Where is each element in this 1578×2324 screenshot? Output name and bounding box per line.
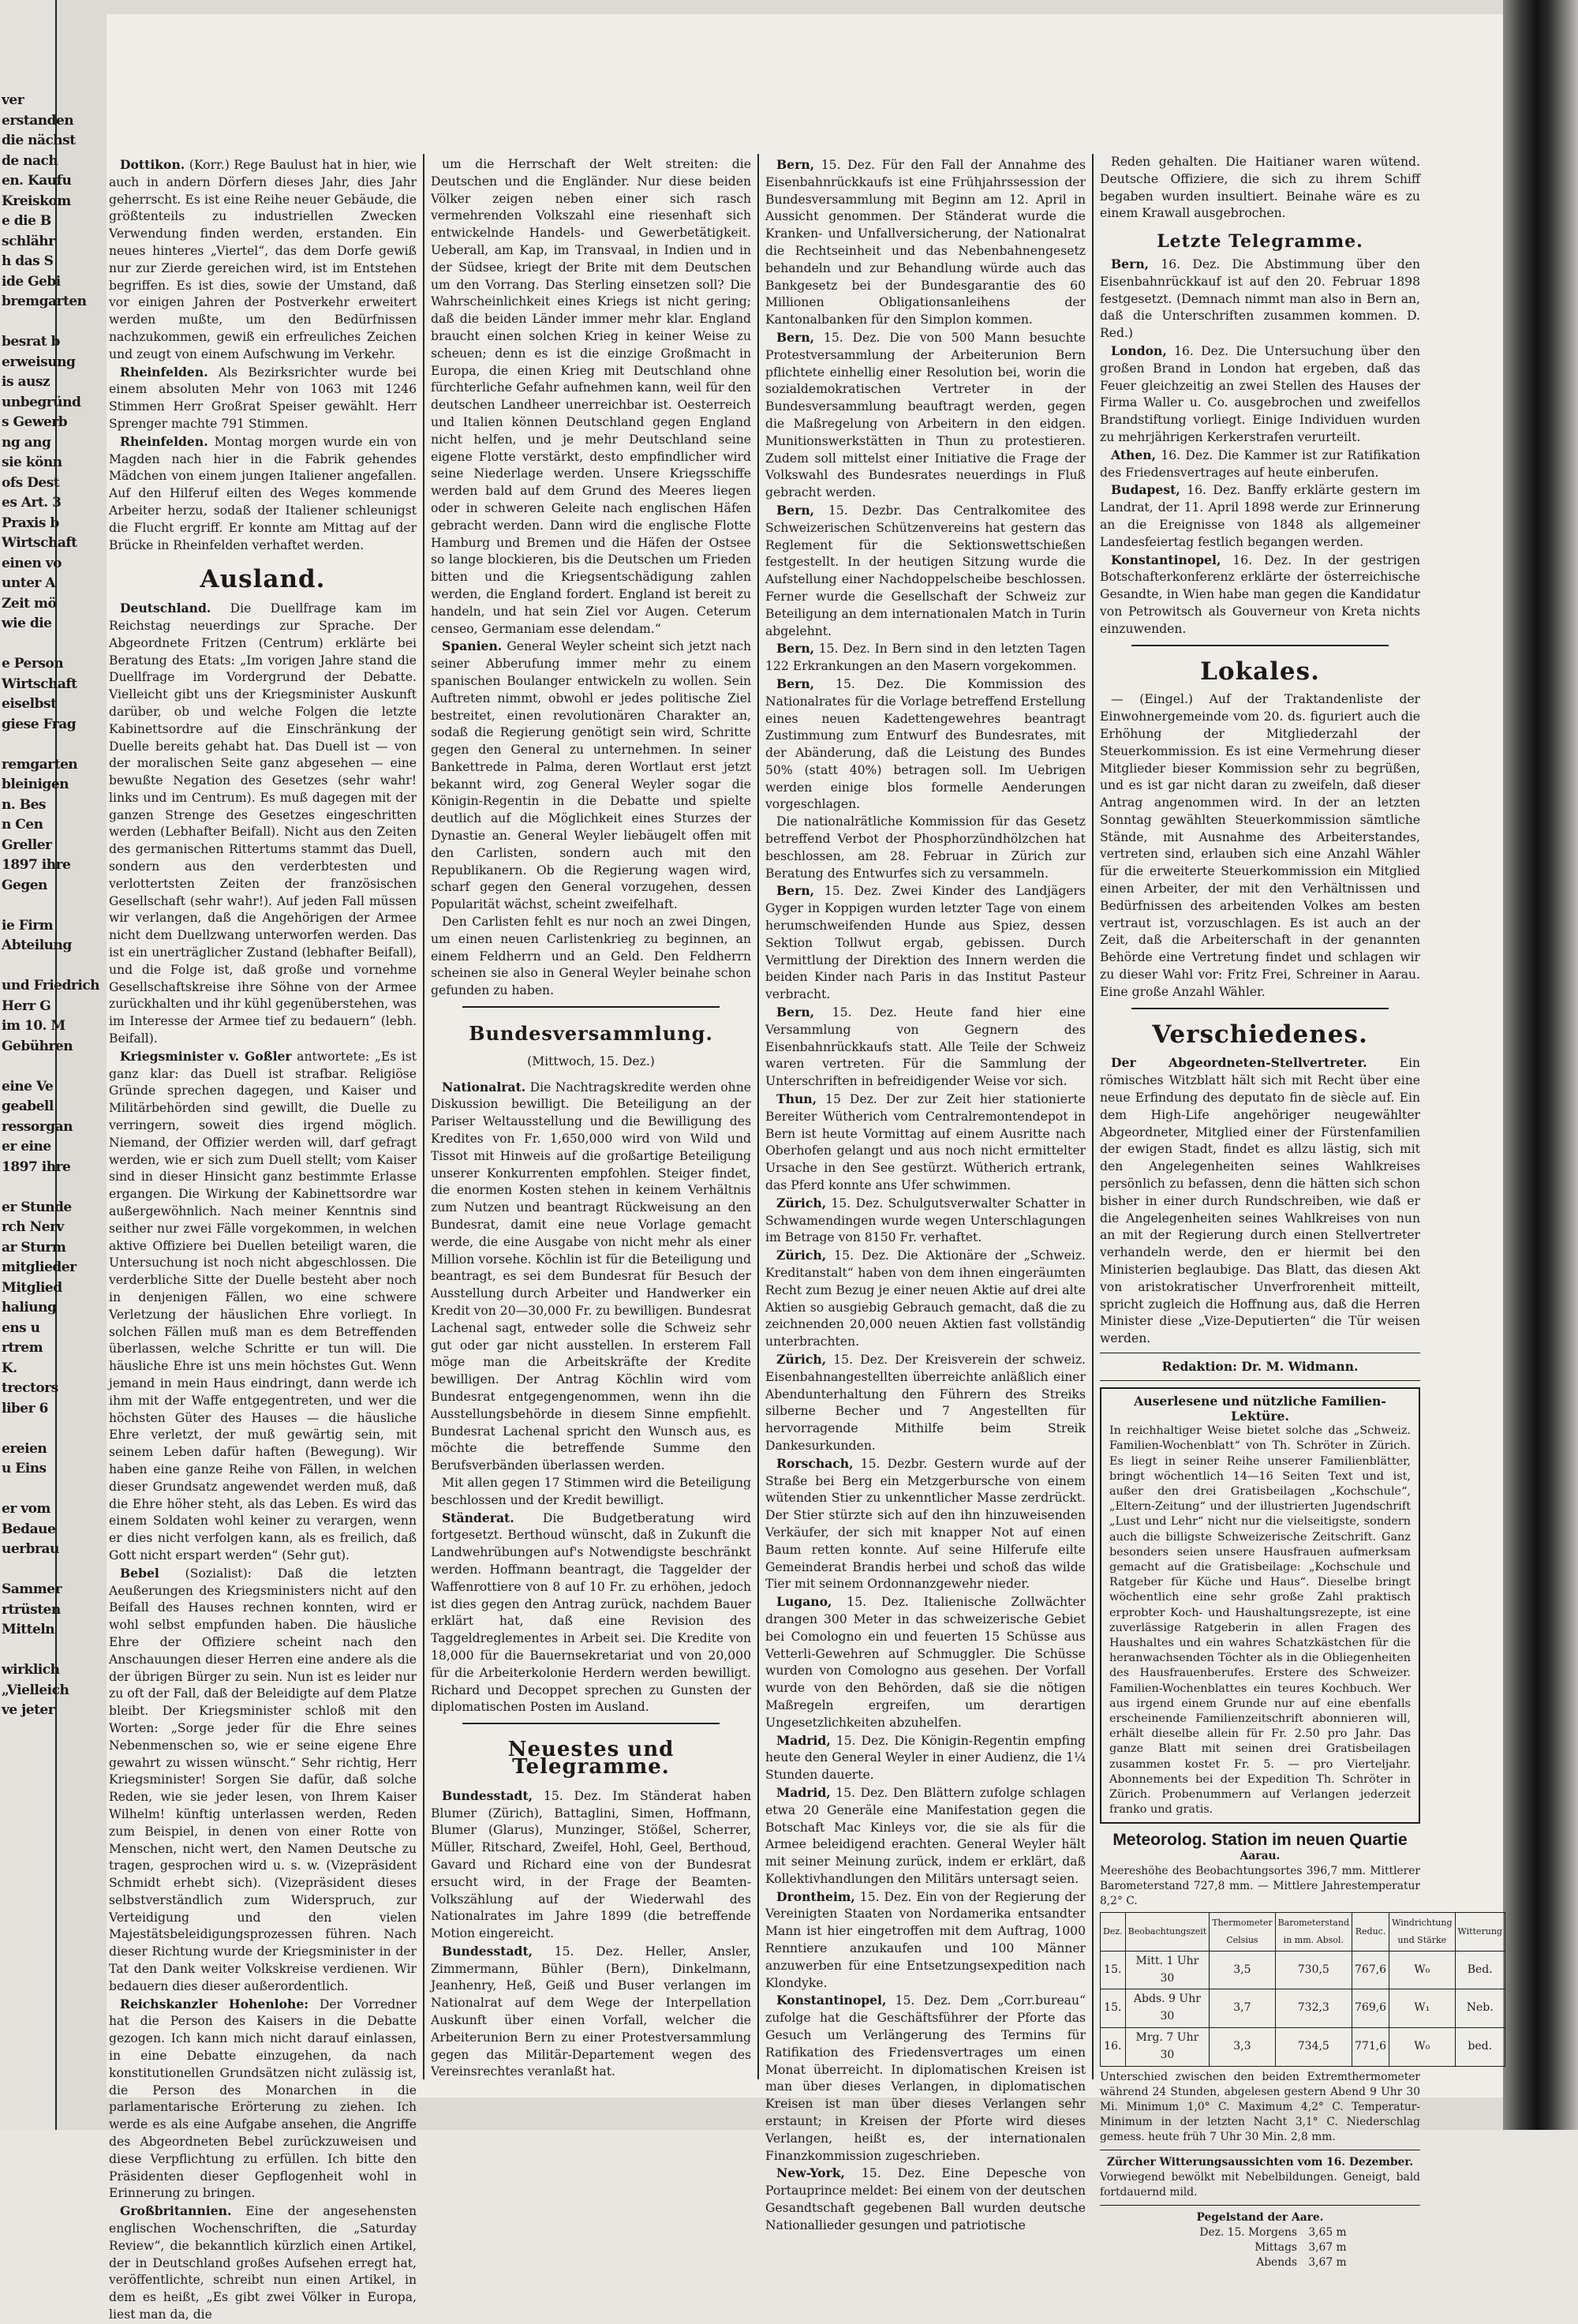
article-paragraph xyxy=(431,1943,751,2081)
water-level-value: 3,67 m xyxy=(1305,2240,1347,2254)
article-paragraph xyxy=(765,882,1086,1004)
page-binding-shadow xyxy=(1503,0,1578,2130)
article-dateline: Thun, xyxy=(776,1091,817,1107)
left-page-fragment: ide Gebi xyxy=(2,273,61,290)
article-text: 15. Dez. In Bern sind in den letzten Tagen 122 Erkrankungen an den Masern vorgekommen. xyxy=(765,642,1086,674)
water-level-time: Mittags xyxy=(1255,2240,1297,2254)
editor-line: Redaktion: Dr. M. Widmann. xyxy=(1161,1359,1359,1374)
article-paragraph xyxy=(765,156,1086,329)
weather-table-header: Reduc. xyxy=(1352,1913,1389,1952)
left-page-fragment xyxy=(0,1177,99,1198)
left-page-fragment: en. Kaufu xyxy=(2,173,72,189)
article-text: 15 Dez. Der zur Zeit hier stationierte Bereiter Wütherich vom Centralremontendepot in Bern ist heute Vormittag auf einem Ausritte nach Oberhofen gelangt und aus noch nicht ermittelter Ursache in den See gestürzt. Wütherich ertrank, das Pferd konnte ans Ufer schwimmen. xyxy=(765,1092,1086,1193)
article-paragraph xyxy=(431,1475,751,1510)
left-page-fragment xyxy=(0,956,99,977)
divider xyxy=(1100,1380,1420,1381)
left-page-fragment: Herr G xyxy=(2,997,51,1014)
left-page-fragment: ofs Dest xyxy=(2,474,60,491)
article-paragraph xyxy=(1100,154,1420,223)
last-telegrams xyxy=(1100,256,1420,638)
left-page-fragment: einen vo xyxy=(2,555,62,571)
article-text: Als Bezirksrichter wurde bei einem absoluten Mehr von 1063 mit 1246 Stimmen Herr Großrat Speiser gewählt. Herr Sprenger machte 791 Stimmen. xyxy=(109,365,417,431)
left-page-fragment: Praxis b xyxy=(2,515,59,531)
divider xyxy=(462,1006,720,1008)
article-text: 16. Dez. In der gestrigen Botschafterkonferenz erklärte der österreichische Gesandte, in Wien habe man gegen die Kandidatur von Petrowitsch als Gouverneur von Kreta nichts einzuwenden. xyxy=(1100,552,1420,636)
left-page-edge xyxy=(0,0,100,2130)
left-page-fragment: er eine xyxy=(2,1139,51,1155)
left-page-fragment: Wirtschaft xyxy=(2,675,77,692)
left-page-fragment: ereien xyxy=(2,1440,47,1457)
article-dateline: Nationalrat. xyxy=(442,1079,526,1095)
left-page-fragment: Gegen xyxy=(2,877,47,893)
article-dateline: Kriegsminister v. Goßler xyxy=(120,1048,292,1064)
water-level-row xyxy=(1163,2225,1420,2240)
heading-neuestes: Neuestes und Telegramme. xyxy=(507,1738,675,1779)
left-page-fragment: ng ang xyxy=(2,434,51,451)
left-page-fragment: K. xyxy=(2,1360,17,1376)
article-dateline: Bern, xyxy=(776,641,815,657)
left-page-fragment: eine Ve xyxy=(2,1078,54,1095)
parliament-news xyxy=(431,1079,751,1716)
left-page-fragment: ar Sturm xyxy=(2,1239,66,1256)
left-page-fragment xyxy=(0,1821,99,1842)
telegram-cont xyxy=(1100,154,1420,223)
article-dateline: London, xyxy=(1111,342,1167,358)
article-dateline: Drontheim, xyxy=(776,1888,855,1904)
weather-table-header: Thermometer Celsius xyxy=(1210,1913,1275,1952)
heading-lokales: Lokales. xyxy=(1200,657,1320,686)
left-page-fragment: ver xyxy=(2,92,24,108)
article-paragraph xyxy=(765,814,1086,882)
article-dateline: Rorschach, xyxy=(776,1455,854,1471)
article-text: Eine der angesehensten englischen Wochenschriften, die „Saturday Review“, die bekanntlich kürzlich einen Artikel, der in Deutschland großes Aufsehen erregt hat, veröffentlichte, schreibt nun einen Artikel, in dem es heißt, „Es gibt zwei Völker in Europa, liest man da, die xyxy=(109,2204,417,2322)
article-paragraph xyxy=(109,2202,417,2324)
left-page-fragment: und Friedrich xyxy=(2,978,100,994)
article-text: Mit allen gegen 17 Stimmen wird die Beteiligung beschlossen und der Kredit bewilligt. xyxy=(431,1475,751,1507)
left-page-fragment: haliung xyxy=(2,1300,57,1315)
column-2 xyxy=(431,156,751,2090)
left-page-fragment: e Person xyxy=(2,656,64,672)
left-page-fragment: eiselbst xyxy=(2,696,57,712)
article-dateline: Bern, xyxy=(1111,256,1150,271)
article-paragraph xyxy=(431,914,751,1000)
left-page-fragment: remgarten xyxy=(2,756,78,773)
left-page-fragment: 1897 ihre xyxy=(2,1158,71,1175)
weather-table-row xyxy=(1101,1951,1505,1989)
weather-table-row xyxy=(1101,1989,1505,2028)
article-text: Die Nachtragskredite werden ohne Diskussion bewilligt. Die Beteiligung an der Pariser Weltausstellung und die Bewilligung des Kredites von Fr. 1,650,000 wird von Wild und Tissot mit Hinweis auf die großartige Beteiligung unserer Konkurrenten empfohlen. Steiger findet, die enormen Kosten stehen in keinem Verhältnis zum Nutzen und beantragt Rückweisung an den Bundesrat, damit eine neue Vorlage gemacht werde, die eine Ausgabe von nicht mehr als einer Million vorsehe. Köchlin ist für die Beteiligung und beantragt, es sei dem Bundesrat für Besuch der Ausstellung durch Arbeiter und Handwerker ein Kredit von 20—30,000 Fr. zu bewilligen. Bundesrat Lachenal sagt, entweder solle die Schweiz sehr gut oder gar nicht ausstellen. In ersterem Fall möge man die Arbeitskräfte der Kredite bewilligen. Der Antrag Köchlin wird vom Bundesrat entgegengenommen, wenn ihn die Ausstellungsbehörde in diesem Sinne empfiehlt. Bundesrat Lachenal spricht den Wunsch aus, es möchte die betreffende Summe den Berufsverbänden überlassen werden. xyxy=(431,1080,751,1473)
article-paragraph xyxy=(765,1784,1086,1888)
article-paragraph xyxy=(1100,691,1420,1001)
article-text: 15. Dez. Ein von der Regierung der Vereinigten Staaten von Nordamerika entsandter Mann ist hier eingetroffen mit dem Auftrag, 1000 Renntiere anzukaufen und 100 Männer anzuwerben für eine Entsetzungsexpedition nach Klondyke. xyxy=(765,1889,1086,1990)
weather-table-cell: 15. xyxy=(1101,1989,1126,2028)
article-dateline: Bundesstadt, xyxy=(442,1943,533,1959)
weather-table-cell: W₀ xyxy=(1389,1951,1455,1989)
article-paragraph xyxy=(765,1004,1086,1091)
article-dateline: Bebel xyxy=(120,1565,159,1581)
article-paragraph xyxy=(109,433,417,555)
weather-table-cell: bed. xyxy=(1455,2028,1505,2067)
left-page-fragment: bleinigen xyxy=(2,777,69,792)
left-page-fragment: erweisung xyxy=(2,354,76,370)
article-dateline: Bern, xyxy=(776,675,815,691)
left-page-fragment: Zeit mö xyxy=(2,595,57,612)
left-page-fragment: ens u xyxy=(2,1319,40,1336)
left-page-fragment xyxy=(0,1721,99,1742)
left-page-fragment xyxy=(0,1761,99,1782)
article-paragraph xyxy=(1100,447,1420,482)
article-text: 15. Dezbr. Gestern wurde auf der Straße bei Berg ein Metzgerbursche von einem wütenden Stier zu unkenntlicher Masse zerdrückt. Der Stier stürzte sich auf den ihn hinzuweisenden Verkäufer, der sich mit knapper Not auf einen Baum retten konnte. Auf seine Hilferufe eilte Gemeinderat Brandis herbei und schoß das wilde Tier mit seinem Ordonnanzgewehr nieder. xyxy=(765,1456,1086,1592)
telegrams-list xyxy=(765,156,1086,2235)
weather-table-cell: W₀ xyxy=(1389,2028,1455,2067)
left-page-fragment: h das S xyxy=(2,253,54,269)
column-rule-3 xyxy=(1092,154,1094,2079)
left-page-fragment xyxy=(0,1741,99,1761)
article-text: 15. Dez. Die Kommission des Nationalrates für die Vorlage betreffend Erstellung eines neuen Kadettengewehres beantragt Zustimmung zum Entwurf des Bundesrates, mit der Abänderung, daß die Leistung des Bundes 50% (statt 40%) betragen soll. Im Uebrigen werden einige blos formelle Aenderungen vorgeschlagen. xyxy=(765,676,1086,812)
article-text: 16. Dez. Die Untersuchung über den großen Brand in London hat ergeben, daß das Feuer gleichzeitig an zwei Stellen des Hauses der Firma Waller u. Co. ausgebrochen und zweifellos Brandstiftung vorliegt. Einige Individuen wurden zu mehrjährigen Kerkerstrafen verurteilt. xyxy=(1100,343,1420,444)
left-page-fragment: n. Bes xyxy=(2,796,46,813)
advertisement-box xyxy=(1100,1387,1420,1824)
article-dateline: Zürich, xyxy=(776,1195,827,1211)
article-paragraph xyxy=(1100,1054,1420,1348)
article-paragraph xyxy=(431,1079,751,1475)
left-page-fragment: n Cen xyxy=(2,817,43,833)
article-dateline: Großbritannien. xyxy=(120,2203,232,2219)
article-text: General Weyler scheint sich jetzt nach seiner Abberufung immer mehr zu einem spanischen Boulanger entwickeln zu wollen. Sein Auftreten nimmt, obwohl er jedes politische Ziel bestreitet, einen revolutionären Charakter an, sodaß die Regierung genötigt sein wird, Schritte gegen den General zu unternehmen. In seiner Bankettrede in Palma, deren Wortlaut erst jetzt bekannt wird, zog General Weyler sogar die Königin-Regentin in die Debatte und spielte deutlich auf die Möglichkeit eines Sturzes der Dynastie an. General Weyler liebäugelt offen mit den Carlisten, sondern auch mit den Republikanern. Ob die Regierung wagen wird, scharf gegen den General vorzugehen, dessen Popularität wächst, scheint zweifelhaft. xyxy=(431,639,751,912)
left-page-fragment: Mitteln xyxy=(2,1622,55,1637)
article-dateline: Rheinfelden. xyxy=(120,433,208,449)
water-level-time: Abends xyxy=(1256,2255,1297,2269)
article-paragraph xyxy=(109,364,417,433)
heading-ausland: Ausland. xyxy=(200,565,326,594)
article-text: 15. Dez. Zwei Kinder des Landjägers Gyger in Koppigen wurden letzter Tage von einem herumschweifenden Hunde aus Spiez, dessen Sektion Tollwut ergab, gebissen. Durch Vermittlung der Direktion des Innern werden die beiden Kinder nach Paris in das Institut Pasteur verbracht. xyxy=(765,884,1086,1002)
weather-table-header: Dez. xyxy=(1101,1913,1126,1952)
article-text: Den Carlisten fehlt es nur noch an zwei Dingen, um einen neuen Carlistenkrieg zu beginnen, an einem Feldherrn und an Geld. Den Feldherrn scheinen sie also in General Weyler beinahe schon gefunden zu haben. xyxy=(431,915,751,998)
article-paragraph xyxy=(431,638,751,914)
heading-verschiedenes: Verschiedenes. xyxy=(1152,1020,1368,1049)
water-level-time: Dez. 15. Morgens xyxy=(1199,2225,1297,2239)
article-text: 15. Dez. Die von 500 Mann besuchte Protestversammlung der Arbeiterunion Bern pflichtete einhellig einer Resolution bei, worin die sozialdemokratischen Vertreter in der Bundesversammlung beauftragt werden, gegen die Maßregelung von Arbeitern in den eidgen. Munitionswerkstätten in Thun zu protestieren. Zudem soll mittelst einer Initiative die Frage der Volkswahl des Bundesrates neuerdings in Fluß gebracht werden. xyxy=(765,330,1086,500)
weather-table xyxy=(1100,1912,1505,2066)
heading-bundesversammlung: Bundesversammlung. xyxy=(469,1022,713,1046)
divider xyxy=(1131,1008,1389,1009)
column-rule-2 xyxy=(757,154,759,2079)
column-rule-1 xyxy=(423,154,424,2079)
left-page-fragment xyxy=(0,1862,99,1882)
left-page-fragment xyxy=(0,1419,99,1439)
ad-title: Auserlesene und nützliche Familien-Lektüre. xyxy=(1134,1393,1386,1424)
article-text: (Korr.) Rege Baulust hat in hier, wie auch in andern Dörfern dieses Jahr, dies Jahr geherrscht. Es ist eine Reihe neuer Gebäude, die größtenteils zu industriellen Zwecken Verwendung finden werden, erstanden. Ein neues hinteres „Viertel“, das dem Dorfe gewiß nur zur Zierde gereichen wird, ist im Entstehen begriffen. Es ist dies, sowie der Umstand, daß vor einigen Jahren der Postverkehr erweitert werden mußte, um den Bedürfnissen nachzukommen, gewiß ein erfreuliches Zeichen und zeugt von einem Aufschwung im Verkehr. xyxy=(109,158,417,361)
article-paragraph xyxy=(765,640,1086,675)
article-paragraph xyxy=(765,502,1086,640)
weather-table-cell: 771,6 xyxy=(1352,2028,1389,2067)
article-paragraph xyxy=(109,1048,417,1565)
article-paragraph xyxy=(765,1888,1086,1993)
article-text: 15. Dez. Die Königin-Regentin empfing heute den General Weyler in einer Audienz, die 1¼ Stunden dauerte. xyxy=(765,1733,1086,1783)
article-dateline: Bern, xyxy=(776,883,815,899)
left-page-fragment xyxy=(0,1560,99,1581)
article-dateline: Bern, xyxy=(776,157,815,172)
left-page-fragment: Mitglied xyxy=(2,1279,62,1296)
article-dateline: Der Abgeordneten-Stellvertreter. xyxy=(1111,1055,1367,1071)
heading-letzte-telegramme: Letzte Telegramme. xyxy=(1157,231,1363,253)
water-level-list xyxy=(1100,2225,1420,2270)
article-paragraph xyxy=(109,1565,417,1996)
article-text: 15. Dez. Heller, Ansler, Zimmermann, Bühler (Bern), Dinkelmann, Jeanhenry, Heß, Geiß und Buser verlangen im Nationalrat auf dem Wege der Interpellation Auskunft über einen Vorfall, welcher die Arbeiterunion Bern zu einer Protestversammlung gegen das Militär-Departement wegen des Vereinsrechtes veranlaßt hat. xyxy=(431,1944,751,2079)
article-paragraph xyxy=(765,1593,1086,1731)
weather-table-header: Beobachtungszeit xyxy=(1125,1913,1210,1952)
article-text: Montag morgen wurde ein von Magden nach hier in die Fabrik gehendes Mädchen von einem jungen Italiener angefallen. Auf den Hilferuf eilten des Weges kommende Arbeiter herzu, sodaß der Italiener schleunigst die Flucht ergriff. Er konnte am Mittag auf der Brücke in Rheinfelden verhaftet werden. xyxy=(109,434,417,552)
left-page-fragment: bremgarten xyxy=(2,294,87,309)
left-page-fragment: Greller xyxy=(2,836,52,853)
article-paragraph xyxy=(765,1992,1086,2165)
article-dateline: Ständerat. xyxy=(442,1510,514,1525)
left-page-fragment: uerbrau xyxy=(2,1541,59,1557)
weather-table-cell: Neb. xyxy=(1455,1989,1505,2028)
article-text: 15. Dez. Der Kreisverein der schweiz. Eisenbahnangestellten überreichte anläßlich einer Abendunterhaltung den Führern des Streiks silberne Becher und 7 Angestellten für hervorragende Mithilfe beim Streik Dankesurkunden. xyxy=(765,1352,1086,1453)
article-dateline: New-York, xyxy=(776,2165,845,2181)
water-level-value: 3,67 m xyxy=(1305,2255,1347,2269)
article-text: 15. Dez. Eine Depesche von Portauprince meldet: Bei einem von der deutschen Gesandtschaft gegebenen Ball wurden deutsche Nationallieder gesungen und patriotische xyxy=(765,2166,1086,2232)
left-page-fragment: ie Firm xyxy=(2,917,54,934)
article-paragraph xyxy=(765,675,1086,814)
weather-table-cell: 730,5 xyxy=(1275,1951,1352,1989)
article-dateline: Lugano, xyxy=(776,1594,832,1610)
latest-news xyxy=(431,1787,751,2082)
article-dateline: Reichskanzler Hohenlohe: xyxy=(120,1996,308,2012)
article-paragraph xyxy=(765,1091,1086,1195)
article-dateline: Rheinfelden. xyxy=(120,364,208,380)
article-text: Der Vorredner hat die Person des Kaisers in die Debatte gezogen. Ich kann mich nicht darauf einlassen, in eine Debatte einzugehen, da nach konstitutionellen Grundsätzen nicht zulässig ist, die Person des Monarchen in die parlamentarische Erörterung zu ziehen. Ich werde es als eine Aufgabe ansehen, die Angriffe des Abgeordneten Bebel zurückzuweisen und diese Verpflichtung zu erfüllen. Ich bitte den Präsidenten dieser Gepflogenheit wohl in Erinnerung zu bringen. xyxy=(109,1997,417,2201)
weather-table-cell: W₁ xyxy=(1389,1989,1455,2028)
article-dateline: Bundesstadt, xyxy=(442,1787,533,1803)
article-text: 15. Dez. Heute fand hier eine Versammlung von Gegnern des Eisenbahnrückkaufs statt. Alle Teile der Schweiz waren vertreten. Für die Sammlung der Unterschriften in befreidigender Weise vor sich. xyxy=(765,1005,1086,1089)
weather-table-cell: 732,3 xyxy=(1275,1989,1352,2028)
article-dateline: Madrid, xyxy=(776,1732,831,1748)
left-page-fragment: unbegründ xyxy=(2,394,81,410)
article-paragraph xyxy=(765,1195,1086,1247)
article-dateline: Spanien. xyxy=(442,638,503,654)
article-paragraph xyxy=(109,156,417,364)
weather-table-cell: Mrg. 7 Uhr 30 xyxy=(1125,2028,1210,2067)
article-text: um die Herrschaft der Welt streiten: die Deutschen und die Engländer. Nur diese beiden Völker zeigen neben einer sich rasch vermehrenden Volkszahl eine riesenhaft sich entwickelnde Handels- und Gewerbetätigkeit. Ueberall, am Kap, im Transvaal, in Indien und in der Südsee, kriegt der Brite mit dem Deutschen um den Vorrang. Das Sterling einsetzen soll? Die Wahrscheinlichkeit eines Kriegs ist nicht gering; daß die beiden Länder immer mehr klar. England braucht einen solchen Krieg in keiner Weise zu scheuen; denn es ist die einzige Großmacht in Europa, die einen Krieg mit Deutschland ohne fürchterliche Gefahr aufnehmen kann, weil für den deutschen Landheer unerreichbar ist. Oesterreich und Italien können Deutschland gegen England nicht helfen, und je mehr Deutschland seine eigene Flotte verstärkt, desto empfindlicher wird seine Niederlage werden. Unsere Kriegsschiffe werden bald auf dem Grund des Meeres liegen oder in schweren Geleite nach englischen Häfen gebracht werden. Dann wird die englische Flotte Hamburg und Bremen und die Häfen der Ostsee so lange blockieren, bis die Deutschen um Frieden bitten und die Kriegsentschädigung zahlen werden, die England fordert. England ist bereit zu handeln, und hat sein Ziel vor Augen. Ceterum censeo, Germaniam esse delendam.“ xyxy=(431,157,751,636)
article-paragraph xyxy=(109,600,417,1048)
article-dateline: Athen, xyxy=(1111,447,1157,462)
article-paragraph xyxy=(1100,552,1420,638)
left-page-fragment: trectors xyxy=(2,1380,58,1396)
article-paragraph xyxy=(765,329,1086,502)
left-page-fragment: s Gewerb xyxy=(2,414,68,430)
session-date: (Mittwoch, 15. Dez.) xyxy=(527,1053,655,1068)
left-page-fragment: wie die xyxy=(2,616,52,631)
weather-table-cell: Mitt. 1 Uhr 30 xyxy=(1125,1951,1210,1989)
left-page-fragment xyxy=(0,1842,99,1862)
water-level-row xyxy=(1163,2240,1420,2255)
weather-table-cell: 3,5 xyxy=(1210,1951,1275,1989)
left-page-fragment xyxy=(0,312,99,333)
water-level-row xyxy=(1163,2255,1420,2270)
article-paragraph xyxy=(765,1732,1086,1784)
weather-station-info: Meereshöhe des Beobachtungsortes 396,7 mm. Mittlerer Barometerstand 727,8 mm. — Mittlere Jahrestemperatur 8,2° C. xyxy=(1100,1865,1420,1908)
article-dateline: Zürich, xyxy=(776,1248,827,1263)
weather-table-cell: Bed. xyxy=(1455,1951,1505,1989)
article-paragraph xyxy=(1100,342,1420,447)
weather-table-cell: 16. xyxy=(1101,2028,1126,2067)
article-text: 15. Dez. Für den Fall der Annahme des Eisenbahnrückkaufs ist eine Frühjahrssession der Bundesversammlung mit Beginn am 12. April in Aussicht genommen. Der Ständerat wurde die Kranken- und Unfallversicherung, der Nationalrat die Rechtseinheit und das Nebenbahnengesetz behandeln und zur Behandlung würde auch das Bankgesetz bei der Bundesgarantie des 60 Millionen Obligationsanleihens der Kantonalbanken für den Simplon kommen. xyxy=(765,158,1086,327)
left-page-fragment: Sammer xyxy=(2,1581,62,1597)
weather-table-cell: Abds. 9 Uhr 30 xyxy=(1125,1989,1210,2028)
left-page-fragment: besrat b xyxy=(2,334,60,350)
left-page-fragment xyxy=(0,1057,99,1077)
divider xyxy=(1100,2205,1420,2206)
left-page-fragment xyxy=(0,1641,99,1661)
left-page-fragment xyxy=(0,1802,99,1822)
left-page-fragment: is ausz xyxy=(2,374,50,390)
left-page-fragment xyxy=(0,1781,99,1802)
left-page-fragment: mitglieder xyxy=(2,1259,77,1275)
weather-station-place: Aarau. xyxy=(1240,1850,1281,1863)
left-page-fragment: ressorgan xyxy=(2,1118,73,1135)
column-4 xyxy=(1100,154,1502,2269)
article-text: 15. Dez. Italienische Zollwächter drangen 300 Meter in das schweizerische Gebiet bei Comologno ein und feuerten 15 Schüsse aus Vetterli-Gewehren auf Schmuggler. Die Schüsse wurden von Comologno aus gesehen. Der Vorfall wurde von den Behörden, daß sie die nötigen Maßregeln ergreifen, um derartigen Ungesetzlichkeiten abzuhelfen. xyxy=(765,1595,1086,1730)
left-page-fragment: giese Frag xyxy=(2,716,77,732)
left-page-fragment: Wirtschaft xyxy=(2,535,77,551)
left-page-fragment: rtrem xyxy=(2,1340,43,1356)
article-text: 16. Dez. Die Kammer ist zur Ratifikation des Friedensvertrages auf heute einberufen. xyxy=(1100,447,1420,480)
article-text: 15. Dezbr. Das Centralkomitee des Schweizerischen Schützenvereins hat gestern das Reglement für die Sektionswettschießen festgestellt. In der heutigen Sitzung wurde die Aufstellung einer Nachdoppelscheibe beschlossen. Ferner wurde die Gesellschaft der Schweiz zur Beteiligung an dem internationalen Match in Turin abgelehnt. xyxy=(765,503,1086,638)
left-page-fragment: Kreiskom xyxy=(2,193,71,209)
left-page-fragment: im 10. M xyxy=(2,1018,65,1034)
forecast-text: Vorwiegend bewölkt mit Nebelbildungen. Geneigt, bald fortdauernd mild. xyxy=(1100,2170,1420,2199)
left-page-fragment: liber 6 xyxy=(2,1400,48,1416)
left-page-fragment: e die B xyxy=(2,213,51,229)
weather-table-header: Windrichtung und Stärke xyxy=(1389,1913,1455,1952)
local-news xyxy=(1100,691,1420,1001)
left-page-fragment: u Eins xyxy=(2,1461,47,1476)
divider xyxy=(1131,645,1389,646)
article-paragraph xyxy=(109,1996,417,2203)
left-page-fragment: Abteilung xyxy=(2,937,72,953)
article-dateline: Dottikon. xyxy=(120,157,185,172)
left-page-fragment: erstanden xyxy=(2,112,74,129)
left-page-fragment: „Vielleich xyxy=(2,1682,69,1698)
article-text: Die Budgetberatung wird fortgesetzt. Berthoud wünscht, daß in Zukunft die Landwehrübungen auf's Notwendigste beschränkt werden. Hoffmann beantragt, die Taggelder der Waffenrottiere von 8 auf 10 Fr. zu erhöhen, jedoch ist dies gegen den Antrag zurück, nachdem Bauer erklärt hat, daß eine Revision des Taggeldreglementes in Arbeit sei. Die Kredite von 18,000 für die Bauernsekretariat und von 20,000 für die Arbeiterkolonie Herdern werden bewilligt. Richard und Decoppet sprechen zu Gunsten der diplomatischen Posten im Ausland. xyxy=(431,1510,751,1715)
left-page-fragment xyxy=(0,735,99,755)
column-1 xyxy=(109,156,417,2322)
weather-table-row xyxy=(1101,2028,1505,2067)
left-page-fragment: geabell xyxy=(2,1098,54,1114)
article-dateline: Bern, xyxy=(776,1005,815,1020)
weather-table-cell: 734,5 xyxy=(1275,2028,1352,2067)
article-text: Reden gehalten. Die Haitianer waren wütend. Deutsche Offiziere, die sich zu ihrem Schiff begaben wurden insultiert. Beinahe wäre es zu einem Krawall ausgebrochen. xyxy=(1100,155,1420,221)
article-text: 15. Dez. Schulgutsverwalter Schatter in Schwamendingen wurde wegen Unterschlagungen im Betrage von 8150 Fr. verhaftet. xyxy=(765,1196,1086,1245)
water-level-value: 3,65 m xyxy=(1305,2225,1347,2239)
article-paragraph xyxy=(431,1510,751,1717)
foreign-news-cont xyxy=(431,156,751,1000)
article-text: (Sozialist): Daß die letzten Aeußerungen des Kriegsministers nicht auf den Beifall des Hauses rechnen konnten, wird er wohl selbst empfunden haben. Die häusliche Ehre der Offiziere scheint nach den Anschauungen dieser Herren eine andere als die der übrigen Bürger zu sein. Nun ist es leider nur zu oft der Fall, daß der Beleidigte auf dem Platze bleibt. Der Kriegsminister schloß mit den Worten: „Sorge jeder für die Ehre seines Nebenmenschen so, wie er seine eigene Ehre gewahrt zu wissen wünscht.“ Sehr richtig, Herr Kriegsminister! Sorgen Sie dafür, daß solche Reden, wie sie jeder lesen, von Ihrem Kaiser Wilhelm! künftig unterlassen werden, Reden zum Beispiel, in denen von einer Rotte von Menschen, nicht wert, den Namen Deutsche zu tragen, gesprochen wird u. s. w. (Vizepräsident Schmidt erhebt sich). (Vizepräsident dieses selbstverständlich zum Widerspruch, zur Verteidigung und den vielen Majestätsbeleidigungsprozessen führen. Nach dieser Richtung wurde der Kriegsminister in der Tat den Dank weiter Volkskreise verdienen. Wir bedauern dies dieser außerordentlich. xyxy=(109,1566,417,1993)
article-dateline: Zürich, xyxy=(776,1351,827,1367)
weather-notes: Unterschied zwischen den beiden Extremthermometer während 24 Stunden, abgelesen gestern Abend 9 Uhr 30 Mi. Minimum 1,0° C. Maximum 4,2° C. Temperatur-Minimum in der letzten Nacht 3,1° C. Niederschlag gemess. heute früh 7 Uhr 30 Min. 2,8 mm. xyxy=(1100,2070,1420,2143)
weather-table-cell: 769,6 xyxy=(1352,1989,1389,2028)
article-dateline: Bern, xyxy=(776,502,815,518)
article-text: — (Eingel.) Auf der Traktandenliste der Einwohnergemeinde vom 20. ds. figuriert auch die Erhöhung der Mitgliederzahl der Steuerkommission. Es ist eine Vermehrung dieser Mitglieder bieser Kommission sehr zu begrüßen, und es ist gar nicht daran zu zweifeln, daß dieser Antrag angenommen wird. In der an letzten Sonntag gewählten Steuerkommission sämtliche Stände, mit Ausnahme des Arbeiterstandes, vertreten sind, erlauben sich eine Anzahl Wähler für die erweiterte Steuerkommission ein Mitglied einen Arbeiter, der mit den Verhältnissen und Bedürfnissen des arbeitenden Volkes am besten vertraut ist, vorzuschlagen. Es ist auch an der Zeit, daß die Arbeiterschaft in der genannten Behörde eine Vertretung findet und schlagen wir zu dieser Wahl vor: Fritz Frei, Schreiner in Aarau. Eine große Anzahl Wähler. xyxy=(1100,692,1420,999)
left-page-fragment: rtrüsten xyxy=(2,1601,61,1618)
article-dateline: Budapest, xyxy=(1111,482,1180,498)
left-page-fragment: es Art. 3 xyxy=(2,495,62,511)
article-dateline: Madrid, xyxy=(776,1784,831,1800)
weather-table-cell: 767,6 xyxy=(1352,1951,1389,1989)
article-text: Die Duellfrage kam im Reichstag neuerdings zur Sprache. Der Abgeordnete Fritzen (Centrum) erklärte bei Beratung des Etats: „Im vorigen Jahre stand die Duellfrage im Vordergrund der Debatte. Vielleicht gibt uns der Kriegsminister Auskunft darüber, ob und welche Folgen die letzte Kabinettsordre auf die Einschränkung der Duelle bereits gehabt hat. Das Duell ist — von der moralischen Seite ganz abgesehen — eine bewußte Negation des Gesetzes (sehr wahr! links und im Centrum). Es muß dagegen mit der ganzen Strenge des Gesetzes eingeschritten werden (Lebhafter Beifall). Nicht aus den Zeiten des germanischen Rittertums stammt das Duell, sondern aus den verderbtesten und verlottertsten Zeiten der französischen Gesellschaft (sehr wahr!). Auf jeden Fall müssen wir verlangen, daß die Angehörigen der Armee nicht dem Duellzwang unterworfen werden. Das ist ein unerträglicher Zustand (lebhafter Beifall), und die Folge ist, daß große und vornehme Gesellschaftskreise ihre Söhne von der Armee zurückhalten und ihr kühl gegenüberstehen, was im Interesse der Armee tief zu bedauern“ (lebh. Beifall). xyxy=(109,601,417,1046)
divider xyxy=(462,1723,720,1724)
article-text: 16. Dez. Banffy erklärte gestern im Landrat, der 11. April 1898 werde zur Erinnerung an die Ereignisse von 1848 als allgemeiner Landesfeiertag festlich begangen werden. xyxy=(1100,483,1420,549)
left-page-fragment: ve jeter xyxy=(2,1702,55,1718)
left-page-fragment: rch Nerv xyxy=(2,1219,64,1235)
article-dateline: Konstantinopel, xyxy=(1111,552,1221,567)
ad-text: In reichhaltiger Weise bietet solche das „Schweiz. Familien-Wochenblatt“ von Th. Schröter in Zürich. Es liegt in seiner Reihe unserer Familienblätter, bringt wöchentlich 14—16 Seiten Text und ist, außer den drei Gratisbeilagen „Kochschule“, „Eltern-Zeitung“ und der illustrierten Jugendschrift „Lust und Lehr“ nicht nur die vielseitigste, sondern auch die billigste Schweizerische Zeitschrift. Ganz besonders seien unsere Hausfrauen aufmerksam gemacht auf die Gratisbeilage: „Kochschule und Ratgeber für Küche und Haus“. Dieselbe bringt wöchentlich eine sehr große Zahl praktisch erprobter Koch- und Haushaltungsrezepte, ist eine zuverlässige Ratgeberin in allen Fragen des Haushaltes und ein wahres Schatzkästchen für die heranwachsenden Töchter als in die Obliegenheiten des Hausfrauenberufes. Erstere des Schweizer. Familien-Wochenblattes ein teures Kochbuch. Wer aus irgend einem Grunde nur auf eine ebenfalls erscheinende Familienzeitschrift abonnieren will, erhält dieselbe allein für Fr. 2.50 pro Jahr. Das ganze Blatt mit seinen drei Gratisbeilagen zusammen kostet Fr. 5. — pro Vierteljahr. Abonnements bei der Expedition Th. Schröter in Zürich. Probenummern auf Verlangen jederzeit franko und gratis. xyxy=(1109,1424,1411,1817)
weather-table-header: Witterung xyxy=(1455,1913,1505,1952)
forecast-title: Zürcher Witterungsaussichten vom 16. Dezember. xyxy=(1106,2155,1414,2169)
article-dateline: Deutschland. xyxy=(120,601,211,616)
article-dateline: Konstantinopel, xyxy=(776,1993,887,2008)
left-page-fragment: de nach xyxy=(2,152,58,169)
article-text: Ein römisches Witzblatt hält sich mit Recht über eine neue Erfindung des deputato fin de siècle auf. Ein dem High-Life angehöriger neugewählter Abgeordneter, Mitglied einer der Fürstenfamilien der ewigen Stadt, findet es allzu lästig, sich mit den Angelegenheiten seines Wahlkreises persönlich zu befassen, denn die hätten sich schon bisher in einer durch Rundschreiben, wie daß er die Angelegenheiten seines Wahlkreises von nun an mit der Regierung durch einen Stellvertreter verhandeln werde, den er hiermit bei den Ministerien beglaubige. Das Blatt, das diesen Akt von aristokratischer Unverfrorenheit mitteilt, spricht zugleich die Hoffnung aus, daß die Herren Minister diese „Vize-Deputierten“ die Tür weisen werden. xyxy=(1100,1056,1420,1346)
article-paragraph xyxy=(765,1455,1086,1593)
left-page-fragment: er Stunde xyxy=(2,1199,72,1215)
article-text: 15. Dez. Die Aktionäre der „Schweiz. Kreditanstalt“ haben von dem ihnen eingeräumten Recht zum Bezug je einer neuen Aktie auf drei alte Aktien so ausgiebig Gebrauch gemacht, daß die zu zeichnenden 20,000 neuen Aktien fast vollständig unterbrachten. xyxy=(765,1248,1086,1349)
article-paragraph xyxy=(431,1787,751,1943)
article-text: 16. Dez. Die Abstimmung über den Eisenbahnrückkauf ist auf den 20. Februar 1898 festgesetzt. (Demnach nimmt man also in Bern an, daß die Unterschriften zusammen kommen. D. Red.) xyxy=(1100,256,1420,341)
article-text: 15. Dez. Den Blättern zufolge schlagen etwa 20 Generäle eine Manifestation gegen die Botschaft Mac Kinleys vor, die sie als für die Armee beleidigend erachten. General Weyler hält mit seiner Meinung zurück, indem er erklärt, daß Kollektivhandlungen den Militärs untersagt seien. xyxy=(765,1785,1086,1886)
weather-table-cell: 3,7 xyxy=(1210,1989,1275,2028)
left-page-fragment: sie könn xyxy=(2,455,62,470)
article-paragraph xyxy=(765,1247,1086,1351)
article-text: 15. Dez. Dem „Corr.bureau“ zufolge hat die Geschäftsführer der Pforte das Gesuch um Verlängerung des Termins für Ratifikation des Friedensvertrages um einen Monat überreicht. In diplomatischen Kreisen ist man über dieses Verlangen, in diplomatischen Kreisen ist man über dieses Verlangen sehr erstaunt; in Kreisen der Pforte wird dieses Verlangen, heißt es, der internationalen Finanzkommission zugeschrieben. xyxy=(765,1993,1086,2163)
article-text: antwortete: „Es ist ganz klar: das Duell ist strafbar. Religiöse Gründe sprechen dagegen, und Kaiser und Militärbehörden sind gewillt, die Duelle zu verringern, soweit dies irgend möglich. Niemand, der Offizier werden will, darf gefragt werden, wie er sich zum Duell stellt; vom Kaiser sind in dieser Hinsicht ganz bestimmte Erlasse ergangen. Die Wirkung der Kabinettsordre war außergewöhnlich. Nach meiner Kenntnis sind seither nur zwei Fälle vorgekommen, in welchen aktive Offiziere bei Duellen beteiligt waren, die Untersuchung ist noch nicht abgeschlossen. Die verderbliche Sitte der Duelle besteht aber noch in denjenigen Fällen, wo eine schwere Verletzung der häuslichen Ehre vorliegt. In solchen Fällen muß man es dem Betreffenden überlassen, welche Schritte er tun will. Die häusliche Ehre ist uns mein höchstes Gut. Wenn jemand in mein Haus eindringt, dann werde ich ihm mit der Waffe entgegentreten, und wer die höchsten Güter des Hauses — die häusliche Ehre verletzt, der muß gewärtig sein, mit seinem Leben dafür haften (Bewegung). Wir haben eine ganze Reihe von Fällen, in welchen dieser Grundsatz angewendet werden muß, daß die Ehre höher steht, als das Leben. Es wird das einem Soldaten wohl keiner zu verargen, wenn er dies nicht verfolgen kann, als es freilich, daß Gott nicht erspart werden“ (Sehr gut). xyxy=(109,1049,417,1562)
article-text: Die nationalrätliche Kommission für das Gesetz betreffend Verbot der Phosphorzündhölzchen hat beschlossen, am 28. Februar in Zürich zur Beratung des Entwurfes sich zu versammeln. xyxy=(765,814,1086,881)
weather-table-cell: 3,3 xyxy=(1210,2028,1275,2067)
article-paragraph xyxy=(765,2165,1086,2234)
left-page-fragment xyxy=(0,896,99,916)
weather-table-header: Barometerstand in mm. Absol. xyxy=(1275,1913,1352,1952)
article-text: 15. Dez. Im Ständerat haben Blumer (Zürich), Battaglini, Simen, Hoffmann, Blumer (Glarus), Munzinger, Stößel, Scherrer, Müller, Ritschard, Zweifel, Hohl, Geel, Berthoud, Gavard und Richard eine von der Bundesrat ersucht wird, in der Frage der Beamten-Volkszählung auf der Wiederwahl des Nationalrates im Jahre 1899 (die betreffende Motion eingereicht. xyxy=(431,1788,751,1941)
article-paragraph xyxy=(765,1351,1086,1455)
left-page-fragment: unter A xyxy=(2,575,55,591)
misc-news xyxy=(1100,1054,1420,1348)
left-page-fragment xyxy=(0,1480,99,1500)
left-page-fragment: wirklich xyxy=(2,1662,60,1678)
left-page-fragment: Bedaue xyxy=(2,1521,56,1537)
weather-station-title: Meteorolog. Station im neuen Quartie xyxy=(1112,1831,1408,1850)
regional-news xyxy=(109,156,417,554)
article-dateline: Bern, xyxy=(776,329,815,345)
article-paragraph xyxy=(1100,256,1420,342)
left-page-fragment: schlähr xyxy=(2,233,55,249)
article-paragraph xyxy=(431,156,751,638)
left-page-fragment: die nächst xyxy=(2,133,76,148)
left-page-fragment: Gebühren xyxy=(2,1038,73,1054)
weather-table-cell: 15. xyxy=(1101,1951,1126,1989)
left-page-fragment xyxy=(0,634,99,655)
left-page-fragment: 1897 ihre xyxy=(2,857,71,873)
article-paragraph xyxy=(1100,481,1420,551)
water-level-title: Pegelstand der Aare. xyxy=(1196,2210,1324,2224)
column-3 xyxy=(765,156,1086,2232)
left-page-fragment: er vom xyxy=(2,1501,50,1517)
ausland-news xyxy=(109,600,417,2324)
